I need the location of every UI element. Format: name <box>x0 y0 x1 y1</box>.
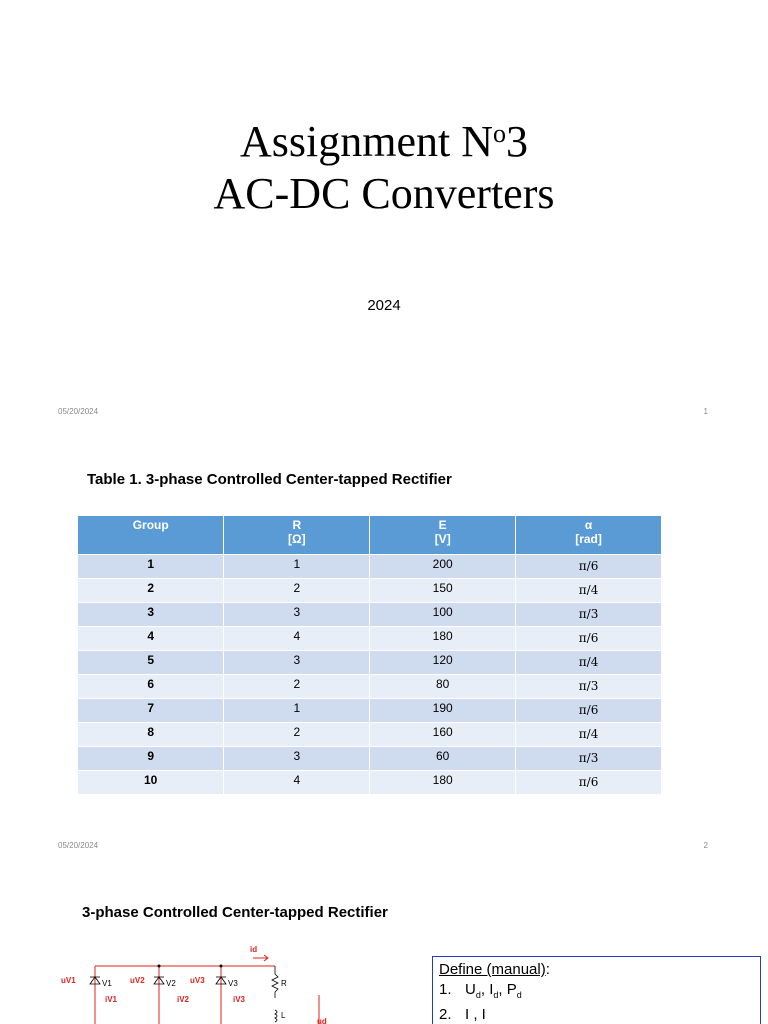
cell-r: 1 <box>224 698 370 722</box>
cell-e: 150 <box>370 578 516 602</box>
table-caption: Table 1. 3-phase Controlled Center-tapped Rectifier <box>87 471 452 488</box>
column-header <box>370 516 516 554</box>
node-dot <box>220 965 223 968</box>
column-header-label: R <box>292 518 302 532</box>
cell-group: 9 <box>78 746 224 770</box>
cell-e: 180 <box>370 626 516 650</box>
title-line-1: Assignment $N^o3$ <box>240 117 528 166</box>
cell-alpha: π/4 <box>516 650 662 674</box>
label-iv2: iV2 <box>177 995 190 1004</box>
table-row <box>78 770 662 794</box>
node-dot <box>158 965 161 968</box>
column-header-label: E <box>438 518 447 532</box>
label-iv1: iV1 <box>105 995 118 1004</box>
column-header-label: Group <box>132 518 169 532</box>
column-header-unit: [V] <box>434 532 451 546</box>
table-row <box>78 674 662 698</box>
cell-alpha: π/6 <box>516 698 662 722</box>
label-r: R <box>281 979 287 988</box>
cell-e: 80 <box>370 674 516 698</box>
column-header-unit: [rad] <box>575 532 602 546</box>
resistor-r <box>272 966 278 998</box>
cell-e: 100 <box>370 602 516 626</box>
footer-date: 05/20/2024 <box>58 407 99 416</box>
cell-r: 2 <box>224 578 370 602</box>
inductor-l <box>275 1010 277 1022</box>
parameters-table <box>78 516 662 794</box>
cell-r: 3 <box>224 746 370 770</box>
cell-group: 3 <box>78 602 224 626</box>
label-uv2: uV2 <box>130 976 145 985</box>
cell-e: 60 <box>370 746 516 770</box>
column-header-label: α <box>584 518 593 532</box>
slide-title <box>0 116 768 220</box>
cell-alpha: π/6 <box>516 770 662 794</box>
table-header-row <box>78 516 662 554</box>
cell-group: 8 <box>78 722 224 746</box>
cell-group: 7 <box>78 698 224 722</box>
cell-group: 10 <box>78 770 224 794</box>
cell-group: 4 <box>78 626 224 650</box>
cell-r: 3 <box>224 650 370 674</box>
table-row <box>78 626 662 650</box>
cell-group: 1 <box>78 554 224 578</box>
label-v2: V2 <box>166 979 176 988</box>
cell-r: 4 <box>224 626 370 650</box>
define-box <box>432 956 761 1024</box>
label-ud: ud <box>317 1017 327 1024</box>
cell-alpha: π/3 <box>516 746 662 770</box>
column-header-unit: [Ω] <box>288 532 306 546</box>
cell-r: 2 <box>224 722 370 746</box>
cell-alpha: π/4 <box>516 722 662 746</box>
label-iv3: iV3 <box>233 995 246 1004</box>
define-heading: Define (manual): <box>439 961 550 978</box>
cell-alpha: π/6 <box>516 554 662 578</box>
table-row <box>78 578 662 602</box>
cell-e: 120 <box>370 650 516 674</box>
table-row <box>78 554 662 578</box>
cell-alpha: π/6 <box>516 626 662 650</box>
label-l: L <box>281 1011 286 1020</box>
title-line-2: AC-DC Converters <box>213 169 555 218</box>
page-number: 2 <box>703 841 708 850</box>
label-uv1: uV1 <box>61 976 76 985</box>
page-number: 1 <box>703 407 708 416</box>
table-row <box>78 746 662 770</box>
define-item: 1. $U_d$, $I_d$, $P_d$ <box>439 981 522 1000</box>
table-row <box>78 602 662 626</box>
cell-r: 3 <box>224 602 370 626</box>
cell-r: 4 <box>224 770 370 794</box>
column-header <box>516 516 662 554</box>
cell-alpha: π/4 <box>516 578 662 602</box>
rectifier-circuit-diagram <box>55 940 345 1024</box>
cell-e: 200 <box>370 554 516 578</box>
table-row <box>78 698 662 722</box>
table-row <box>78 650 662 674</box>
cell-group: 6 <box>78 674 224 698</box>
footer-date: 05/20/2024 <box>58 841 99 850</box>
cell-r: 1 <box>224 554 370 578</box>
column-header <box>224 516 370 554</box>
cell-e: 180 <box>370 770 516 794</box>
define-item: 2. I , I <box>439 1006 486 1023</box>
slide-title: 3-phase Controlled Center-tapped Rectifier <box>82 904 388 921</box>
cell-r: 2 <box>224 674 370 698</box>
cell-e: 190 <box>370 698 516 722</box>
cell-group: 5 <box>78 650 224 674</box>
label-uv3: uV3 <box>190 976 205 985</box>
table-body <box>78 554 662 794</box>
cell-alpha: π/3 <box>516 602 662 626</box>
column-header <box>78 516 224 554</box>
slide-year: 2024 <box>367 297 401 314</box>
label-v3: V3 <box>228 979 238 988</box>
cell-group: 2 <box>78 578 224 602</box>
label-v1: V1 <box>102 979 112 988</box>
label-id: id <box>250 945 258 954</box>
cell-e: 160 <box>370 722 516 746</box>
cell-alpha: π/3 <box>516 674 662 698</box>
table-row <box>78 722 662 746</box>
